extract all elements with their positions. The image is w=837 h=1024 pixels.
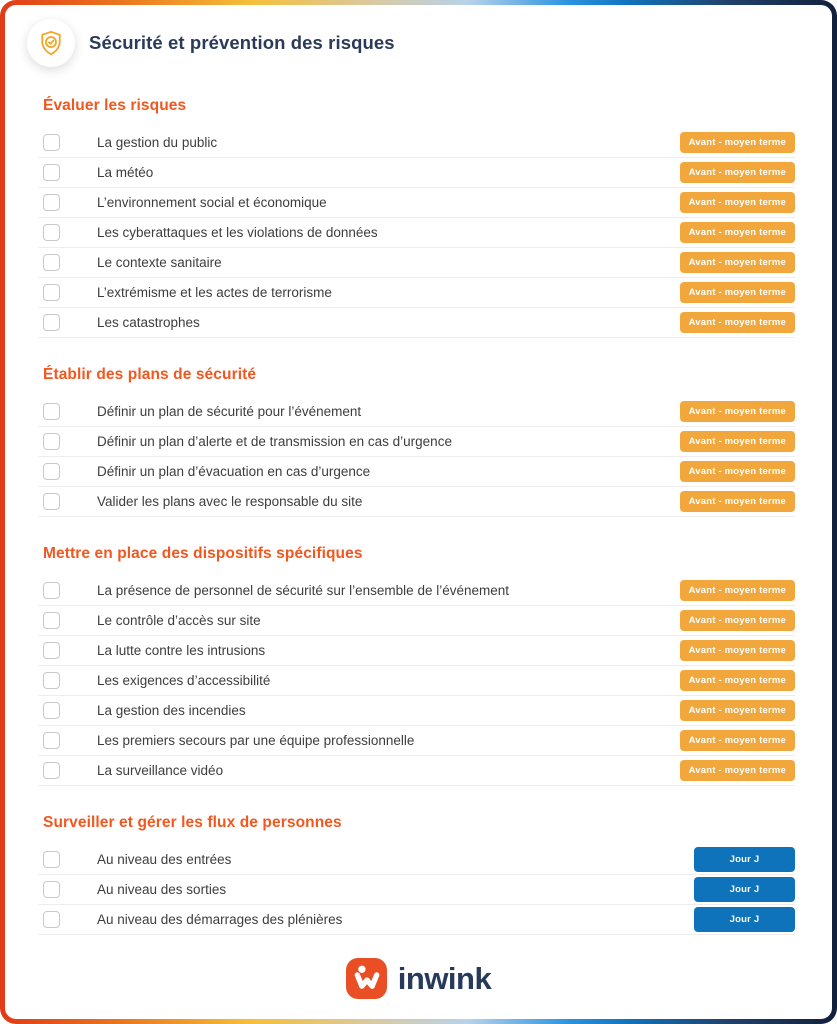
item-label: La présence de personnel de sécurité sur l’ensemble de l’événement [97,583,510,598]
footer [5,958,832,999]
item-label: Les catastrophes [97,315,200,330]
timing-badge: Jour J [694,847,795,872]
item-label: Le contrôle d’accès sur site [97,613,261,628]
item-checkbox[interactable] [43,314,60,331]
checklist-row [38,666,795,696]
item-checkbox[interactable] [43,881,60,898]
item-label: La météo [97,165,154,180]
timing-badge: Avant - moyen terme [680,132,795,153]
checklist-row [38,606,795,636]
checklist-row [38,308,795,338]
section-heading: Évaluer les risques [43,97,187,114]
item-checkbox[interactable] [43,164,60,181]
item-checkbox[interactable] [43,851,60,868]
checklist-row [38,905,795,935]
item-label: Définir un plan de sécurité pour l’événement [97,404,362,419]
timing-badge: Avant - moyen terme [680,252,795,273]
timing-badge: Avant - moyen terme [680,670,795,691]
item-checkbox[interactable] [43,672,60,689]
item-checkbox[interactable] [43,403,60,420]
timing-badge: Avant - moyen terme [680,491,795,512]
timing-badge: Jour J [694,907,795,932]
page-title: Sécurité et prévention des risques [89,32,395,53]
item-label: La gestion des incendies [97,703,246,718]
section-heading: Surveiller et gérer les flux de personnes [43,814,342,831]
item-label: Au niveau des entrées [97,852,232,867]
timing-badge: Avant - moyen terme [680,401,795,422]
item-checkbox[interactable] [43,612,60,629]
item-label: La lutte contre les intrusions [97,643,266,658]
item-checkbox[interactable] [43,254,60,271]
inwink-logo-icon [346,958,387,999]
item-label: Au niveau des démarrages des plénières [97,912,343,927]
checklist-row [38,427,795,457]
timing-badge: Avant - moyen terme [680,760,795,781]
checklist-row [38,756,795,786]
item-label: L’extrémisme et les actes de terrorisme [97,285,332,300]
item-checkbox[interactable] [43,224,60,241]
checklist-row [38,397,795,427]
item-checkbox[interactable] [43,762,60,779]
checklist-row [38,128,795,158]
checklist-row [38,487,795,517]
section-heading: Établir des plans de sécurité [43,366,257,383]
item-checkbox[interactable] [43,642,60,659]
item-label: Le contexte sanitaire [97,255,222,270]
item-checkbox[interactable] [43,194,60,211]
timing-badge: Avant - moyen terme [680,282,795,303]
timing-badge: Avant - moyen terme [680,640,795,661]
inwink-logo-text: inwink [397,960,492,996]
item-label: Valider les plans avec le responsable du site [97,494,363,509]
item-label: Les cyberattaques et les violations de données [97,225,378,240]
checklist-row [38,188,795,218]
item-label: Au niveau des sorties [97,882,227,897]
item-checkbox[interactable] [43,463,60,480]
item-label: Définir un plan d’alerte et de transmission en cas d’urgence [97,434,452,449]
item-checkbox[interactable] [43,433,60,450]
timing-badge: Jour J [694,877,795,902]
item-checkbox[interactable] [43,582,60,599]
item-checkbox[interactable] [43,134,60,151]
item-checkbox[interactable] [43,493,60,510]
item-label: Définir un plan d’évacuation en cas d’urgence [97,464,371,479]
checklist-row [38,158,795,188]
timing-badge: Avant - moyen terme [680,222,795,243]
checklist-row [38,696,795,726]
item-label: Les exigences d’accessibilité [97,673,271,688]
checklist-row [38,726,795,756]
item-checkbox[interactable] [43,284,60,301]
checklist-row [38,218,795,248]
timing-badge: Avant - moyen terme [680,461,795,482]
checklist-row [38,576,795,606]
checklist-sections [5,97,832,935]
timing-badge: Avant - moyen terme [680,610,795,631]
card-header [5,5,832,69]
checklist-row [38,875,795,905]
timing-badge: Avant - moyen terme [680,730,795,751]
item-label: La gestion du public [97,135,218,150]
checklist-row [38,278,795,308]
item-checkbox[interactable] [43,702,60,719]
item-checkbox[interactable] [43,732,60,749]
timing-badge: Avant - moyen terme [680,580,795,601]
timing-badge: Avant - moyen terme [680,431,795,452]
checklist-card-inner [5,5,832,1019]
checklist-row [38,845,795,875]
shield-check-icon [27,19,75,67]
section-heading: Mettre en place des dispositifs spécifiques [43,545,363,562]
timing-badge: Avant - moyen terme [680,162,795,183]
timing-badge: Avant - moyen terme [680,312,795,333]
timing-badge: Avant - moyen terme [680,192,795,213]
checklist-row [38,636,795,666]
item-label: Les premiers secours par une équipe professionnelle [97,733,415,748]
item-label: L’environnement social et économique [97,195,327,210]
checklist-row [38,457,795,487]
item-checkbox[interactable] [43,911,60,928]
item-label: La surveillance vidéo [97,763,224,778]
timing-badge: Avant - moyen terme [680,700,795,721]
checklist-row [38,248,795,278]
